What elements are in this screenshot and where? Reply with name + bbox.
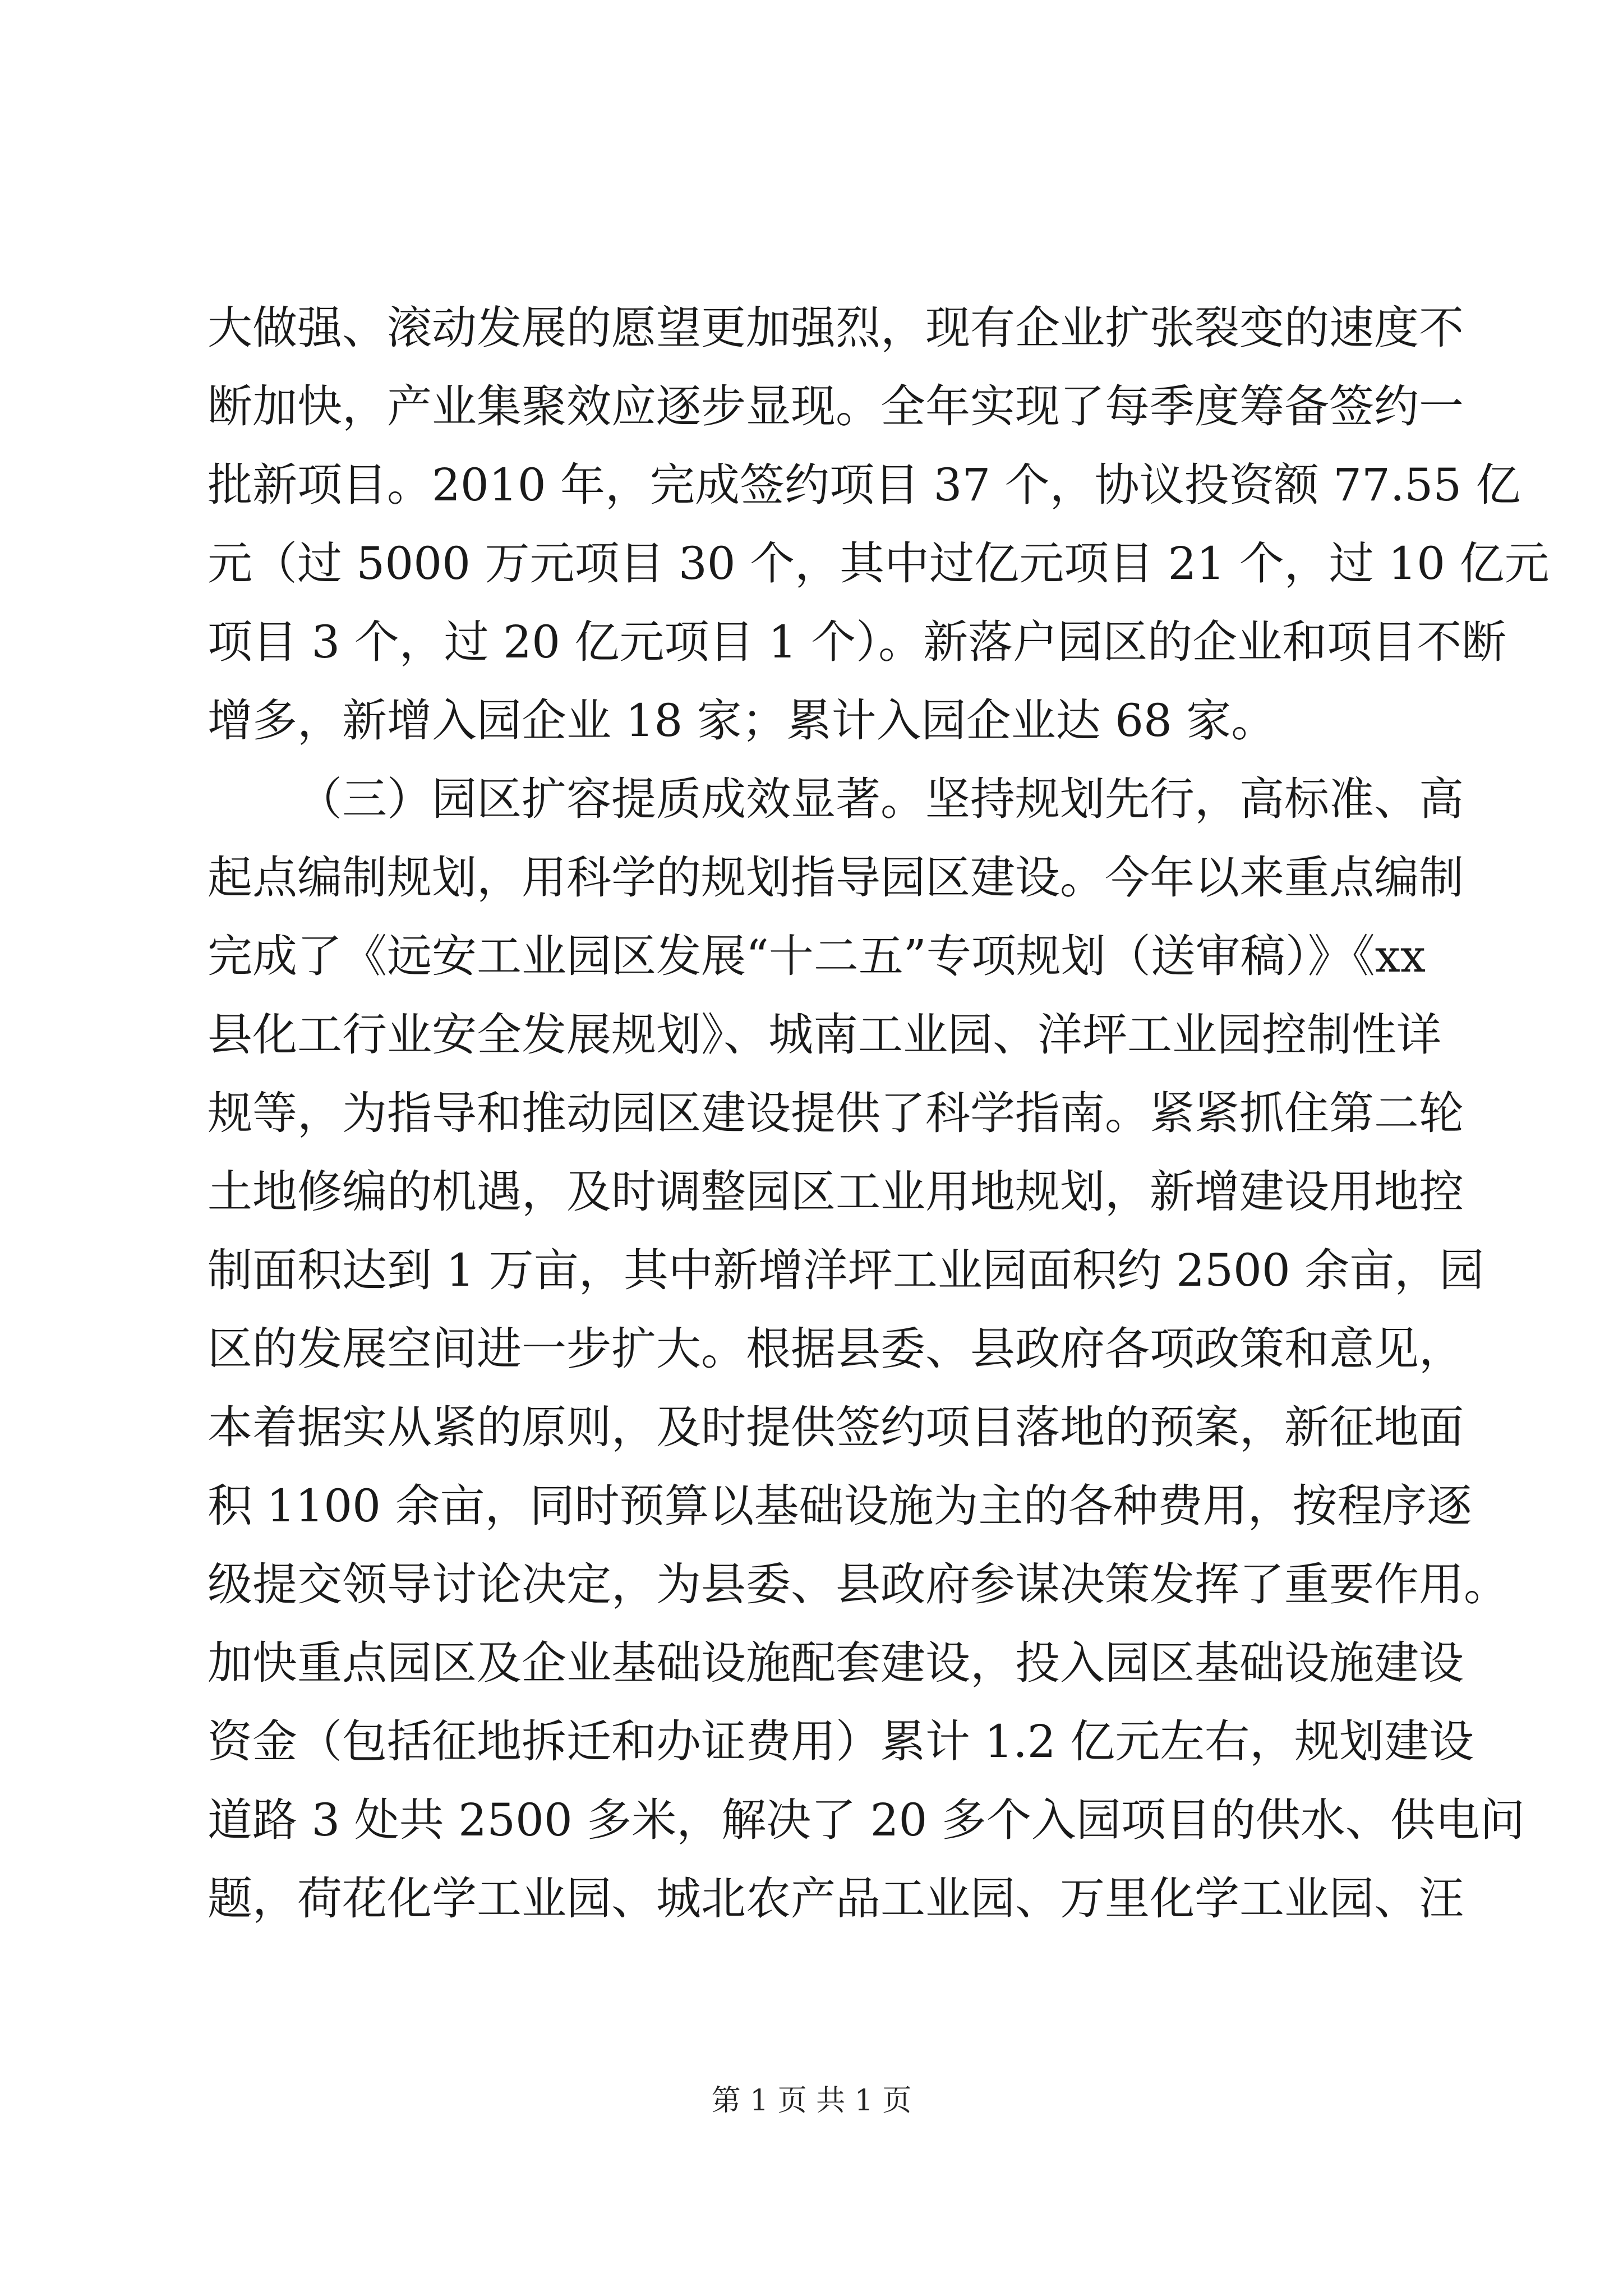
- paragraph-line-19: 资金（包括征地拆迁和办证费用）累计 1.2 亿元左右，规划建设: [208, 1715, 1474, 1768]
- paragraph-line-12: 土地修编的机遇，及时调整园区工业用地规划，新增建设用地控: [208, 1166, 1464, 1218]
- paragraph-line-20: 道路 3 处共 2500 多米，解决了 20 多个入园项目的供水、供电问: [208, 1794, 1525, 1846]
- paragraph-line-3: 批新项目。2010 年，完成签约项目 37 个，协议投资额 77.55 亿: [208, 459, 1521, 511]
- paragraph-line-6: 增多，新增入园企业 18 家；累计入园企业达 68 家。: [208, 694, 1276, 747]
- paragraph-line-21: 题，荷花化学工业园、城北农产品工业园、万里化学工业园、汪: [208, 1872, 1464, 1925]
- paragraph-line-10: 县化工行业安全发展规划》、城南工业园、洋坪工业园控制性详: [208, 1009, 1441, 1061]
- paragraph-line-4: 元（过 5000 万元项目 30 个，其中过亿元项目 21 个，过 10 亿元: [208, 537, 1550, 590]
- paragraph-line-13: 制面积达到 1 万亩，其中新增洋坪工业园面积约 2500 余亩，园: [208, 1244, 1484, 1296]
- paragraph-line-16: 积 1100 余亩，同时预算以基础设施为主的各种费用，按程序逐: [208, 1480, 1472, 1532]
- paragraph-line-8: 起点编制规划，用科学的规划指导园区建设。今年以来重点编制: [208, 852, 1464, 904]
- paragraph-line-1: 大做强、滚动发展的愿望更加强烈，现有企业扩张裂变的速度不: [208, 302, 1464, 354]
- paragraph-line-11: 规等，为指导和推动园区建设提供了科学指南。紧紧抓住第二轮: [208, 1087, 1464, 1139]
- paragraph-line-18: 加快重点园区及企业基础设施配套建设，投入园区基础设施建设: [208, 1637, 1464, 1689]
- paragraph-line-14: 区的发展空间进一步扩大。根据县委、县政府各项政策和意见，: [208, 1323, 1464, 1375]
- paragraph-line-17: 级提交领导讨论决定，为县委、县政府参谋决策发挥了重要作用。: [208, 1558, 1509, 1611]
- paragraph-line-15: 本着据实从紧的原则，及时提供签约项目落地的预案，新征地面: [208, 1401, 1464, 1453]
- section-heading-line: （三）园区扩容提质成效显著。坚持规划先行，高标准、高: [297, 773, 1464, 825]
- page-footer: 第 1 页 共 1 页: [711, 2084, 912, 2118]
- paragraph-line-2: 断加快，产业集聚效应逐步显现。全年实现了每季度筹备签约一: [208, 380, 1464, 432]
- paragraph-line-9: 完成了《远安工业园区发展“十二五”专项规划（送审稿）》《xx: [208, 930, 1426, 982]
- paragraph-line-5: 项目 3 个，过 20 亿元项目 1 个）。新落户园区的企业和项目不断: [208, 616, 1507, 668]
